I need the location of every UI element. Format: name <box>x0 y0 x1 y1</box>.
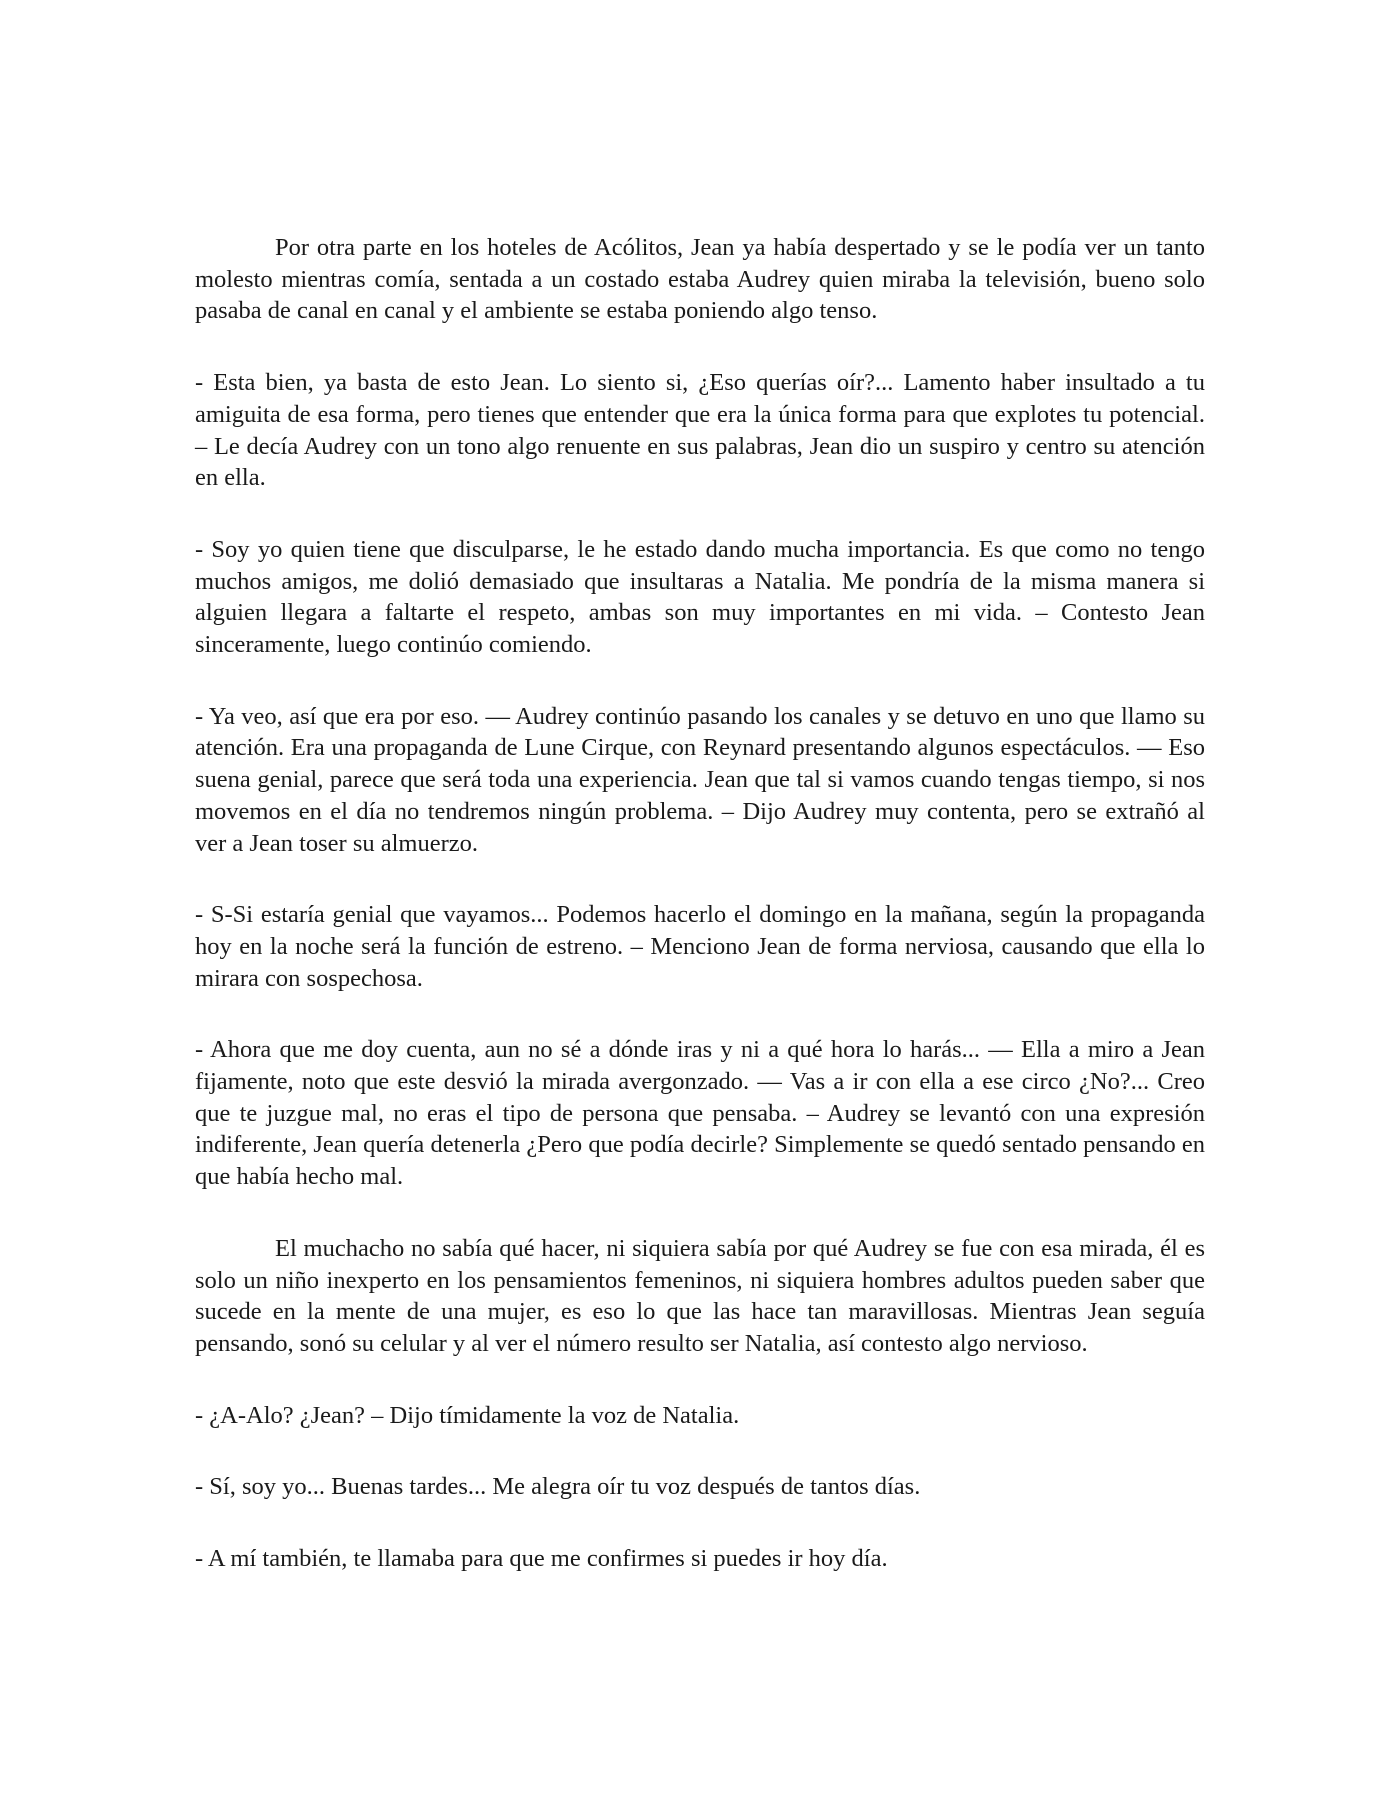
paragraph-dialogue-phone-2: - Sí, soy yo... Buenas tardes... Me alegra oír tu voz después de tantos días. <box>195 1473 921 1501</box>
paragraph-dialogue-phone-3: - A mí también, te llamaba para que me confirmes si puedes ir hoy día. <box>195 1545 888 1573</box>
paragraph-narration-2: El muchacho no sabía qué hacer, ni siquiera sabía por qué Audrey se fue con esa mirada, él es solo un niño inexperto en los pensamientos femeninos, ni siquiera hombres adultos pueden saber que sucede en la mente de una mujer, es eso lo que las hace tan maravillosas. Mientras Jean seguía pensando, sonó su celular y al ver el número resulto ser Natalia, así contesto algo nervioso. <box>195 1234 1205 1357</box>
paragraph-narration-1: Por otra parte en los hoteles de Acólitos, Jean ya había despertado y se le podía ver un tanto molesto mientras comía, sentada a un costado estaba Audrey quien miraba la televisión, bueno solo pasaba de canal en canal y el ambiente se estaba poniendo algo tenso. <box>195 234 1205 325</box>
paragraph-dialogue-phone-1: - ¿A-Alo? ¿Jean? – Dijo tímidamente la voz de Natalia. <box>195 1401 740 1429</box>
document-page <box>195 232 1205 1615</box>
paragraph-dialogue-sunday: - S-Si estaría genial que vayamos... Podemos hacerlo el domingo en la mañana, según la propaganda hoy en la noche será la función de estreno. – Menciono Jean de forma nerviosa, causando que ella lo mirara con sospechosa. <box>195 901 1205 992</box>
paragraph-dialogue-circus-ad: - Ya veo, así que era por eso. — Audrey continúo pasando los canales y se detuvo en uno que llamo su atención. Era una propaganda de Lune Cirque, con Reynard presentando algunos espectáculos. — Eso suena genial, parece que será toda una experiencia. Jean que tal si vamos cuando tengas tiempo, si nos movemos en el día no tendremos ningún problema. – Dijo Audrey muy contenta, pero se extrañó al ver a Jean toser su almuerzo. <box>195 702 1205 857</box>
paragraph-dialogue-audrey-leaves: - Ahora que me doy cuenta, aun no sé a dónde iras y ni a qué hora lo harás... — Ella a miro a Jean fijamente, noto que este desvió la mirada avergonzado. — Vas a ir con ella a ese circo ¿No?... Creo que te juzgue mal, no eras el tipo de persona que pensaba. – Audrey se levantó con una expresión indiferente, Jean quería detenerla ¿Pero que podía decirle? Simplemente se quedó sentado pensando en que había hecho mal. <box>195 1036 1205 1191</box>
paragraph-dialogue-jean-apology: - Soy yo quien tiene que disculparse, le he estado dando mucha importancia. Es que como no tengo muchos amigos, me dolió demasiado que insultaras a Natalia. Me pondría de la misma manera si alguien llegara a faltarte el respeto, ambas son muy importantes en mi vida. – Contesto Jean sinceramente, luego continúo comiendo. <box>195 535 1205 659</box>
paragraph-dialogue-audrey-apology: - Esta bien, ya basta de esto Jean. Lo siento si, ¿Eso querías oír?... Lamento haber insultado a tu amiguita de esa forma, pero tienes que entender que era la única forma para que explotes tu potencial. – Le decía Audrey con un tono algo renuente en sus palabras, Jean dio un suspiro y centro su atención en ella. <box>195 369 1205 492</box>
